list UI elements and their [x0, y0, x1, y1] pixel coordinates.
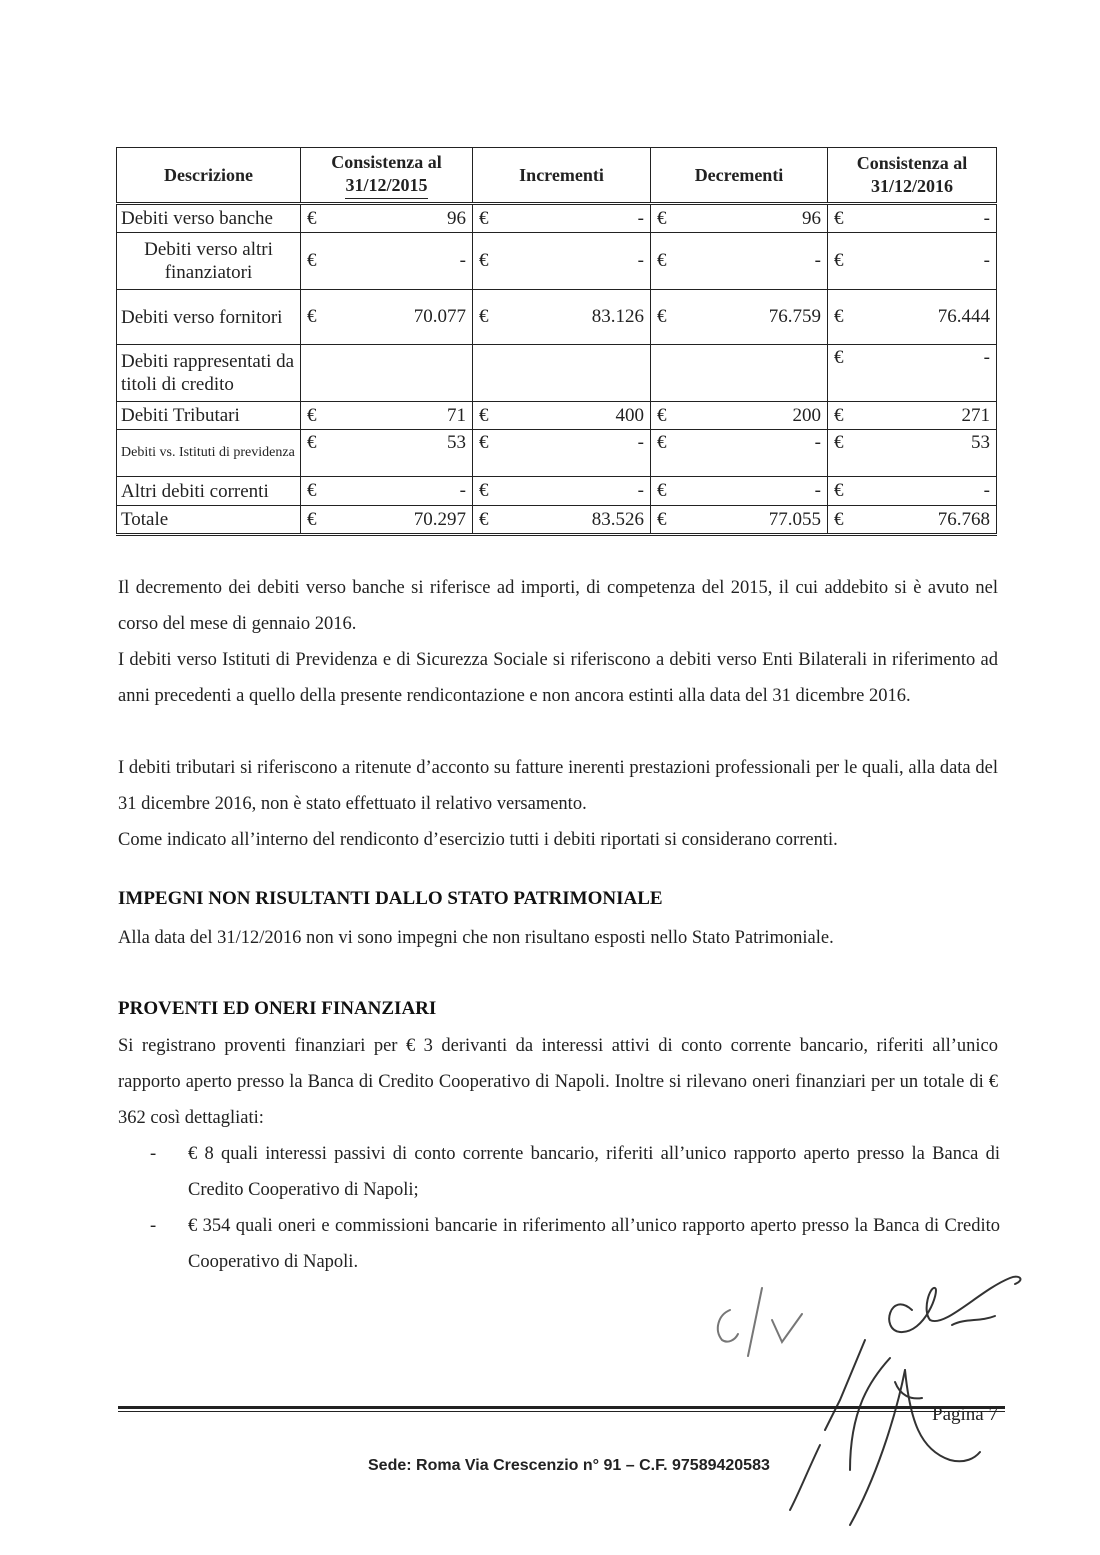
- currency-symbol: €: [834, 207, 844, 229]
- list-item: [150, 1136, 1000, 1208]
- footer-address: Sede: Roma Via Crescenzio n° 91 – C.F. 97589420583: [368, 1457, 770, 1474]
- currency-symbol: €: [479, 207, 489, 229]
- cell-value: -: [814, 432, 821, 453]
- currency-symbol: €: [307, 404, 317, 426]
- cell-value: 53: [447, 432, 466, 453]
- currency-symbol: €: [479, 306, 489, 327]
- paragraph-tributari: I debiti tributari si riferiscono a ritenute d’acconto su fatture inerenti prestazioni professionali per le quali, alla data del 31 dicembre 2016, non è stato effettuato il relativo versamento.: [118, 758, 998, 814]
- currency-symbol: €: [834, 250, 844, 271]
- currency-symbol: €: [834, 404, 844, 426]
- currency-symbol: €: [834, 432, 844, 453]
- cell-value: -: [814, 250, 821, 271]
- currency-symbol: €: [307, 250, 317, 271]
- cell-value: 200: [792, 404, 821, 426]
- currency-symbol: €: [479, 250, 489, 271]
- table-row: [117, 233, 997, 290]
- currency-symbol: €: [479, 404, 489, 426]
- page-number: Pagina 7: [932, 1404, 998, 1425]
- cell-value: 96: [447, 207, 466, 229]
- currency-symbol: €: [657, 207, 667, 229]
- cell-value: -: [637, 250, 644, 271]
- paragraph-previdenza: I debiti verso Istituti di Previdenza e di Sicurezza Sociale si riferiscono a debiti verso Enti Bilaterali in riferimento ad anni precedenti a quello della presente rendicontazione e non ancora estinti alla data del 31 dicembre 2016.: [118, 650, 998, 706]
- header-descrizione: Descrizione: [117, 148, 301, 204]
- cell-value: -: [459, 480, 466, 501]
- bullet-marker: -: [150, 1144, 157, 1164]
- bullet-text: € 354 quali oneri e commissioni bancarie in riferimento all’unico rapporto aperto presso la Banca di Credito Cooperativo di Napoli.: [188, 1216, 1000, 1272]
- currency-symbol: €: [834, 306, 844, 327]
- currency-symbol: €: [307, 432, 317, 453]
- header-consistenza-2015: Consistenza al 31/12/2015: [301, 148, 473, 204]
- currency-symbol: €: [307, 306, 317, 327]
- heading-impegni: IMPEGNI NON RISULTANTI DALLO STATO PATRIMONIALE: [118, 888, 663, 909]
- header-incrementi: Incrementi: [473, 148, 651, 204]
- row-label: Totale: [117, 506, 301, 535]
- table-row: [117, 402, 997, 430]
- cell-value: 96: [802, 207, 821, 229]
- table-row: [117, 345, 997, 402]
- paragraph-proventi: Si registrano proventi finanziari per € 3 derivanti da interessi attivi di conto corrente bancario, riferiti all’unico rapporto aperto presso la Banca di Credito Cooperativo di Napoli. Inoltre si rilevano oneri finanziari per un totale di € 362 così dettagliati:: [118, 1036, 998, 1128]
- bullet-marker: -: [150, 1216, 157, 1236]
- cell-value: 83.526: [591, 508, 644, 530]
- cell-value: 76.759: [768, 306, 821, 327]
- currency-symbol: €: [657, 306, 667, 327]
- currency-symbol: €: [834, 347, 844, 368]
- cell-value: -: [983, 207, 990, 229]
- cell-value: -: [637, 432, 644, 453]
- row-label: Debiti verso altri finanziatori: [117, 233, 301, 290]
- cell-value: -: [637, 207, 644, 229]
- currency-symbol: €: [834, 480, 844, 501]
- row-label: Debiti verso fornitori: [117, 290, 301, 345]
- table-row: [117, 477, 997, 506]
- paragraph-correnti: Come indicato all’interno del rendiconto d’esercizio tutti i debiti riportati si considerano correnti.: [118, 830, 838, 850]
- cell-value: 76.444: [937, 306, 990, 327]
- paragraph-impegni: Alla data del 31/12/2016 non vi sono impegni che non risultano esposti nello Stato Patrimoniale.: [118, 928, 834, 948]
- cell-value: 70.077: [413, 306, 466, 327]
- header-decrementi: Decrementi: [651, 148, 828, 204]
- table-total-row: [117, 506, 997, 535]
- handwritten-signature: [690, 1270, 1050, 1530]
- heading-proventi: PROVENTI ED ONERI FINANZIARI: [118, 998, 437, 1019]
- table-row: [117, 290, 997, 345]
- cell-value: 53: [971, 432, 990, 453]
- currency-symbol: €: [657, 480, 667, 501]
- currency-symbol: €: [657, 432, 667, 453]
- row-label: Debiti Tributari: [117, 402, 301, 430]
- currency-symbol: €: [479, 480, 489, 501]
- cell-value: 400: [615, 404, 644, 426]
- currency-symbol: €: [657, 250, 667, 271]
- currency-symbol: €: [479, 508, 489, 530]
- currency-symbol: €: [657, 508, 667, 530]
- cell-value: 70.297: [413, 508, 466, 530]
- cell-value: 83.126: [591, 306, 644, 327]
- table-row: [117, 204, 997, 233]
- bullet-text: € 8 quali interessi passivi di conto corrente bancario, riferiti all’unico rapporto aperto presso la Banca di Credito Cooperativo di Napoli;: [188, 1144, 1000, 1200]
- cell-value: -: [983, 480, 990, 501]
- currency-symbol: €: [307, 480, 317, 501]
- table-header-row: [117, 148, 997, 204]
- currency-symbol: €: [479, 432, 489, 453]
- currency-symbol: €: [307, 207, 317, 229]
- currency-symbol: €: [657, 404, 667, 426]
- cell-value: -: [983, 250, 990, 271]
- table-row: [117, 430, 997, 477]
- cell-value: -: [459, 250, 466, 271]
- cell-value: -: [637, 480, 644, 501]
- cell-value: -: [983, 347, 990, 368]
- footer-rule: [118, 1406, 1005, 1412]
- row-label: Debiti vs. Istituti di previdenza: [117, 430, 301, 477]
- row-label: Debiti verso banche: [117, 204, 301, 233]
- cell-value: 77.055: [768, 508, 821, 530]
- currency-symbol: €: [307, 508, 317, 530]
- paragraph-banche: Il decremento dei debiti verso banche si riferisce ad importi, di competenza del 2015, il cui addebito si è avuto nel corso del mese di gennaio 2016.: [118, 578, 998, 634]
- cell-value: 71: [447, 404, 466, 426]
- cell-value: 271: [961, 404, 990, 426]
- cell-value: 76.768: [937, 508, 990, 530]
- cell-value: -: [814, 480, 821, 501]
- header-consistenza-2016: Consistenza al 31/12/2016: [828, 148, 997, 204]
- currency-symbol: €: [834, 508, 844, 530]
- debts-table: [116, 147, 997, 536]
- row-label: Debiti rappresentati da titoli di credito: [117, 345, 301, 402]
- row-label: Altri debiti correnti: [117, 477, 301, 506]
